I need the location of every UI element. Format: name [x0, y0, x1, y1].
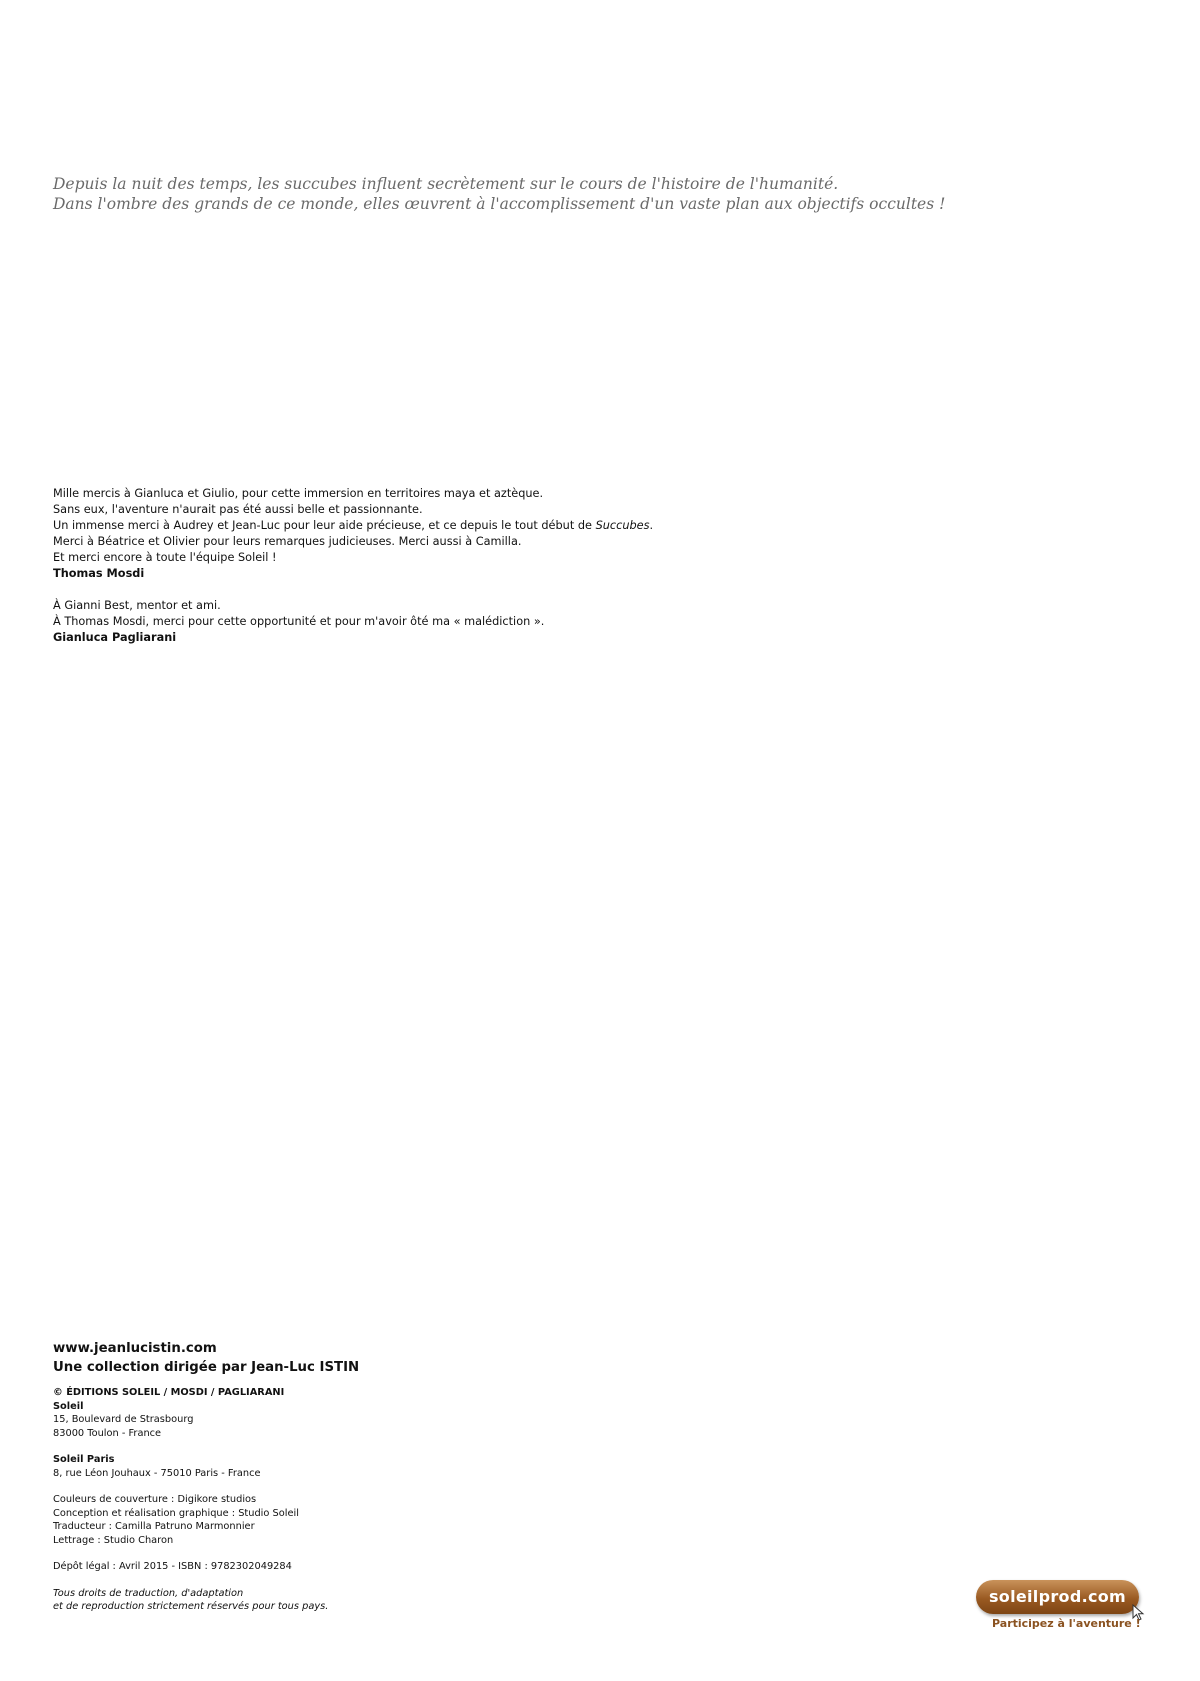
- thanks-line: Mille mercis à Gianluca et Giulio, pour cette immersion en territoires maya et aztèque.: [53, 487, 544, 500]
- rights-line-1: Tous droits de traduction, d'adaptation: [53, 1587, 244, 1599]
- thanks-line: Merci à Béatrice et Olivier pour leurs remarques judicieuses. Merci aussi à Camilla.: [53, 535, 522, 548]
- rights-line-2: et de reproduction strictement réservés pour tous pays.: [53, 1601, 329, 1612]
- logo-tagline: Participez à l'aventure !: [992, 1617, 1141, 1630]
- collection-line: Une collection dirigée par Jean-Luc ISTIN: [53, 1360, 360, 1375]
- credits-block: [53, 1339, 653, 1614]
- book-title: Succubes: [595, 519, 650, 532]
- legal-deposit: Dépôt légal : Avril 2015 - ISBN : 9782302049284: [53, 1561, 292, 1572]
- credit-translator: Traducteur : Camilla Patruno Marmonnier: [53, 1521, 255, 1532]
- intro-text: [53, 174, 1153, 214]
- thanks-text: Un immense merci à Audrey et Jean-Luc pour leur aide précieuse, et ce depuis le tout début de: [53, 519, 596, 532]
- paris-office-address: 8, rue Léon Jouhaux - 75010 Paris - France: [53, 1467, 261, 1479]
- thanks-line: À Thomas Mosdi, merci pour cette opportunité et pour m'avoir ôté ma « malédiction ».: [53, 615, 545, 628]
- credit-cover-colors: Couleurs de couverture : Digikore studios: [53, 1494, 257, 1505]
- thanks-line: [53, 518, 853, 534]
- copyright: © ÉDITIONS SOLEIL / MOSDI / PAGLIARANI: [53, 1387, 285, 1398]
- publisher-name: Soleil: [53, 1400, 84, 1412]
- thanks-line: À Gianni Best, mentor et ami.: [53, 599, 221, 612]
- intro-line-2: Dans l'ombre des grands de ce monde, elles œuvrent à l'accomplissement d'un vaste plan aux objectifs occultes !: [53, 195, 946, 213]
- soleilprod-logo: [976, 1580, 1148, 1638]
- signature-mosdi: Thomas Mosdi: [53, 567, 145, 580]
- paris-office-name: Soleil Paris: [53, 1454, 115, 1465]
- intro-line-1: Depuis la nuit des temps, les succubes influent secrètement sur le cours de l'histoire de l'humanité.: [53, 175, 839, 193]
- thanks-line: Et merci encore à toute l'équipe Soleil !: [53, 551, 277, 564]
- publisher-address: 15, Boulevard de Strasbourg: [53, 1414, 194, 1425]
- acknowledgements: [53, 486, 853, 646]
- thanks-text: .: [649, 519, 654, 532]
- credit-lettering: Lettrage : Studio Charon: [53, 1534, 174, 1546]
- signature-pagliarani: Gianluca Pagliarani: [53, 631, 177, 644]
- publisher-city: 83000 Toulon - France: [53, 1427, 162, 1439]
- thanks-line: Sans eux, l'aventure n'aurait pas été aussi belle et passionnante.: [53, 503, 423, 516]
- logo-pill: soleilprod.com: [976, 1580, 1139, 1614]
- credit-design: Conception et réalisation graphique : Studio Soleil: [53, 1507, 299, 1519]
- website-link: www.jeanlucistin.com: [53, 1341, 217, 1356]
